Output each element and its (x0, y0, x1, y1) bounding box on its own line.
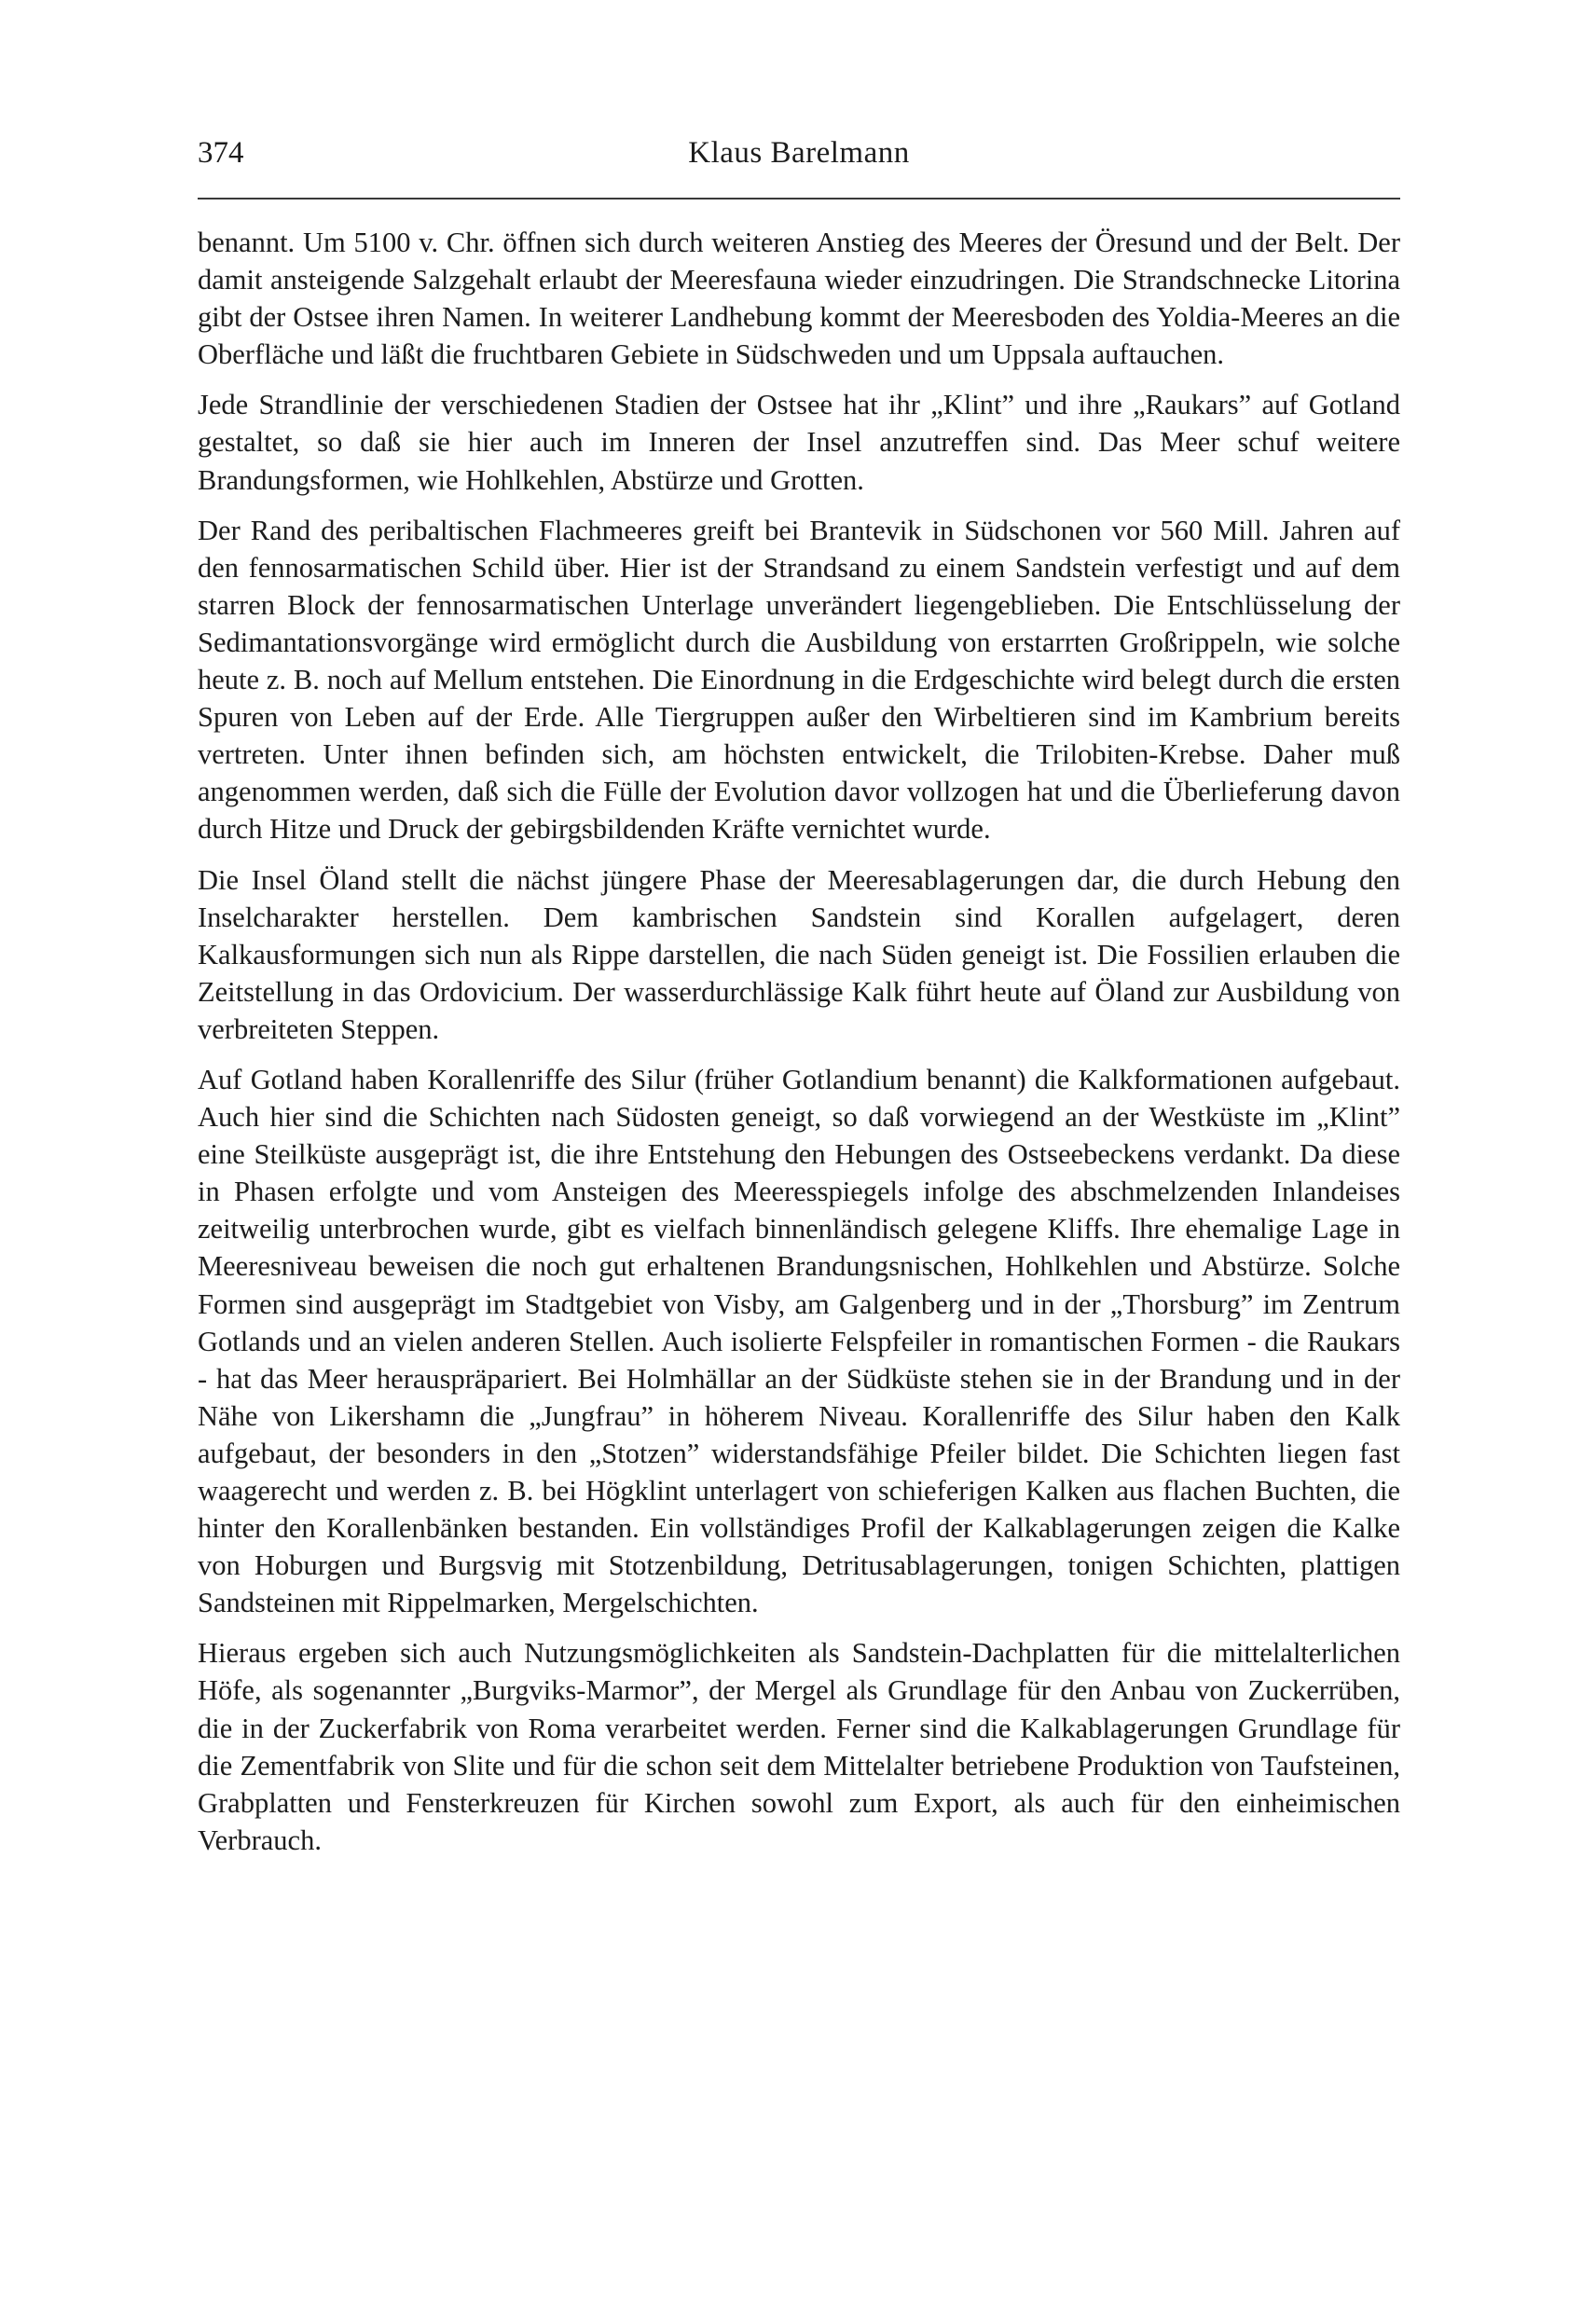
body-text (198, 200, 1400, 1859)
paragraph: benannt. Um 5100 v. Chr. öffnen sich durch weiteren Anstieg des Meeres der Öresund und der Belt. Der damit ansteigende Salzgehalt erlaubt der Meeresfauna wieder einzudringen. Die Strandschnecke Litorina gibt der Ostsee ihren Namen. In weiterer Landhebung kommt der Meeresboden des Yoldia-Meeres an die Oberfläche und läßt die fruchtbaren Gebiete in Südschweden und um Uppsala auftauchen. (198, 227, 1400, 371)
paragraph: Auf Gotland haben Korallenriffe des Silur (früher Gotlandium benannt) die Kalkformationen aufgebaut. Auch hier sind die Schichten nach Südosten geneigt, so daß vorwiegend an der Westküste im „Klint” eine Steilküste ausgeprägt ist, die ihre Entstehung den Hebungen des Ostseebeckens verdankt. Da diese in Phasen erfolgte und vom Ansteigen des Meeresspiegels infolge des abschmelzenden Inlandeises zeitweilig unterbrochen wurde, gibt es vielfach binnenländisch gelegene Kliffs. Ihre ehemalige Lage in Meeresniveau beweisen die noch gut erhaltenen Brandungsnischen, Hohlkehlen und Abstürze. Solche Formen sind ausgeprägt im Stadtgebiet von Visby, am Galgenberg und in der „Thorsburg” im Zentrum Gotlands und an vielen anderen Stellen. Auch isolierte Felspfeiler in romantischen Formen - die Raukars - hat das Meer herauspräpariert. Bei Holmhällar an der Südküste stehen sie in der Brandung und in der Nähe von Likershamn die „Jungfrau” in höherem Niveau. Korallenriffe des Silur haben den Kalk aufgebaut, der besonders in den „Stotzen” widerstandsfähige Pfeiler bildet. Die Schichten liegen fast waagerecht und werden z. B. bei Högklint unterlagert von schieferigen Kalken aus flachen Buchten, die hinter den Korallenbänken bestanden. Ein vollständiges Profil der Kalkablagerungen zeigen die Kalke von Hoburgen und Burgsvig mit Stotzenbildung, Detritusablagerungen, tonigen Schichten, plattigen Sandsteinen mit Rippelmarken, Mergelschichten. (198, 1063, 1400, 1619)
page-header (198, 131, 1400, 200)
paragraph: Jede Strandlinie der verschiedenen Stadien der Ostsee hat ihr „Klint” und ihre „Raukars” auf Gotland gestaltet, so daß sie hier auch im Inneren der Insel anzutreffen sind. Das Meer schuf weitere Brandungsformen, wie Hohlkehlen, Abstürze und Grotten. (198, 389, 1400, 496)
page-number: 374 (198, 136, 244, 170)
paragraph: Der Rand des peribaltischen Flachmeeres greift bei Brantevik in Südschonen vor 560 Mill. Jahren auf den fennosarmatischen Schild über. Hier ist der Strandsand zu einem Sandstein verfestigt und auf dem starren Block der fennosarmatischen Unterlage unverändert liegengeblieben. Die Entschlüsselung der Sedimantationsvorgänge wird ermöglicht durch die Ausbildung von erstarrten Großrippeln, wie solche heute z. B. noch auf Mellum entstehen. Die Einordnung in die Erdgeschichte wird belegt durch die ersten Spuren von Leben auf der Erde. Alle Tiergruppen außer den Wirbeltieren sind im Kambrium bereits vertreten. Unter ihnen befinden sich, am höchsten entwickelt, die Trilobiten-Krebse. Daher muß angenommen werden, daß sich die Fülle der Evolution davor vollzogen hat und die Überlieferung davon durch Hitze und Druck der gebirgsbildenden Kräfte vernichtet wurde. (198, 514, 1400, 846)
document-page (198, 131, 1400, 1872)
running-head-author: Klaus Barelmann (688, 136, 910, 170)
paragraph: Hieraus ergeben sich auch Nutzungsmöglichkeiten als Sandstein-Dachplatten für die mittelalterlichen Höfe, als sogenannter „Burgviks-Marmor”, der Mergel als Grundlage für den Anbau von Zuckerrüben, die in der Zuckerfabrik von Roma verarbeitet werden. Ferner sind die Kalkablagerungen Grundlage für die Zementfabrik von Slite und für die schon seit dem Mittelalter betriebene Produktion von Taufsteinen, Grabplatten und Fensterkreuzen für Kirchen sowohl zum Export, als auch für den einheimischen Verbrauch. (198, 1637, 1400, 1856)
paragraph: Die Insel Öland stellt die nächst jüngere Phase der Meeresablagerungen dar, die durch Hebung den Inselcharakter herstellen. Dem kambrischen Sandstein sind Korallen aufgelagert, deren Kalkausformungen sich nun als Rippe darstellen, die nach Süden geneigt ist. Die Fossilien erlauben die Zeitstellung in das Ordovicium. Der wasserdurchlässige Kalk führt heute auf Öland zur Ausbildung von verbreiteten Steppen. (198, 863, 1400, 1045)
